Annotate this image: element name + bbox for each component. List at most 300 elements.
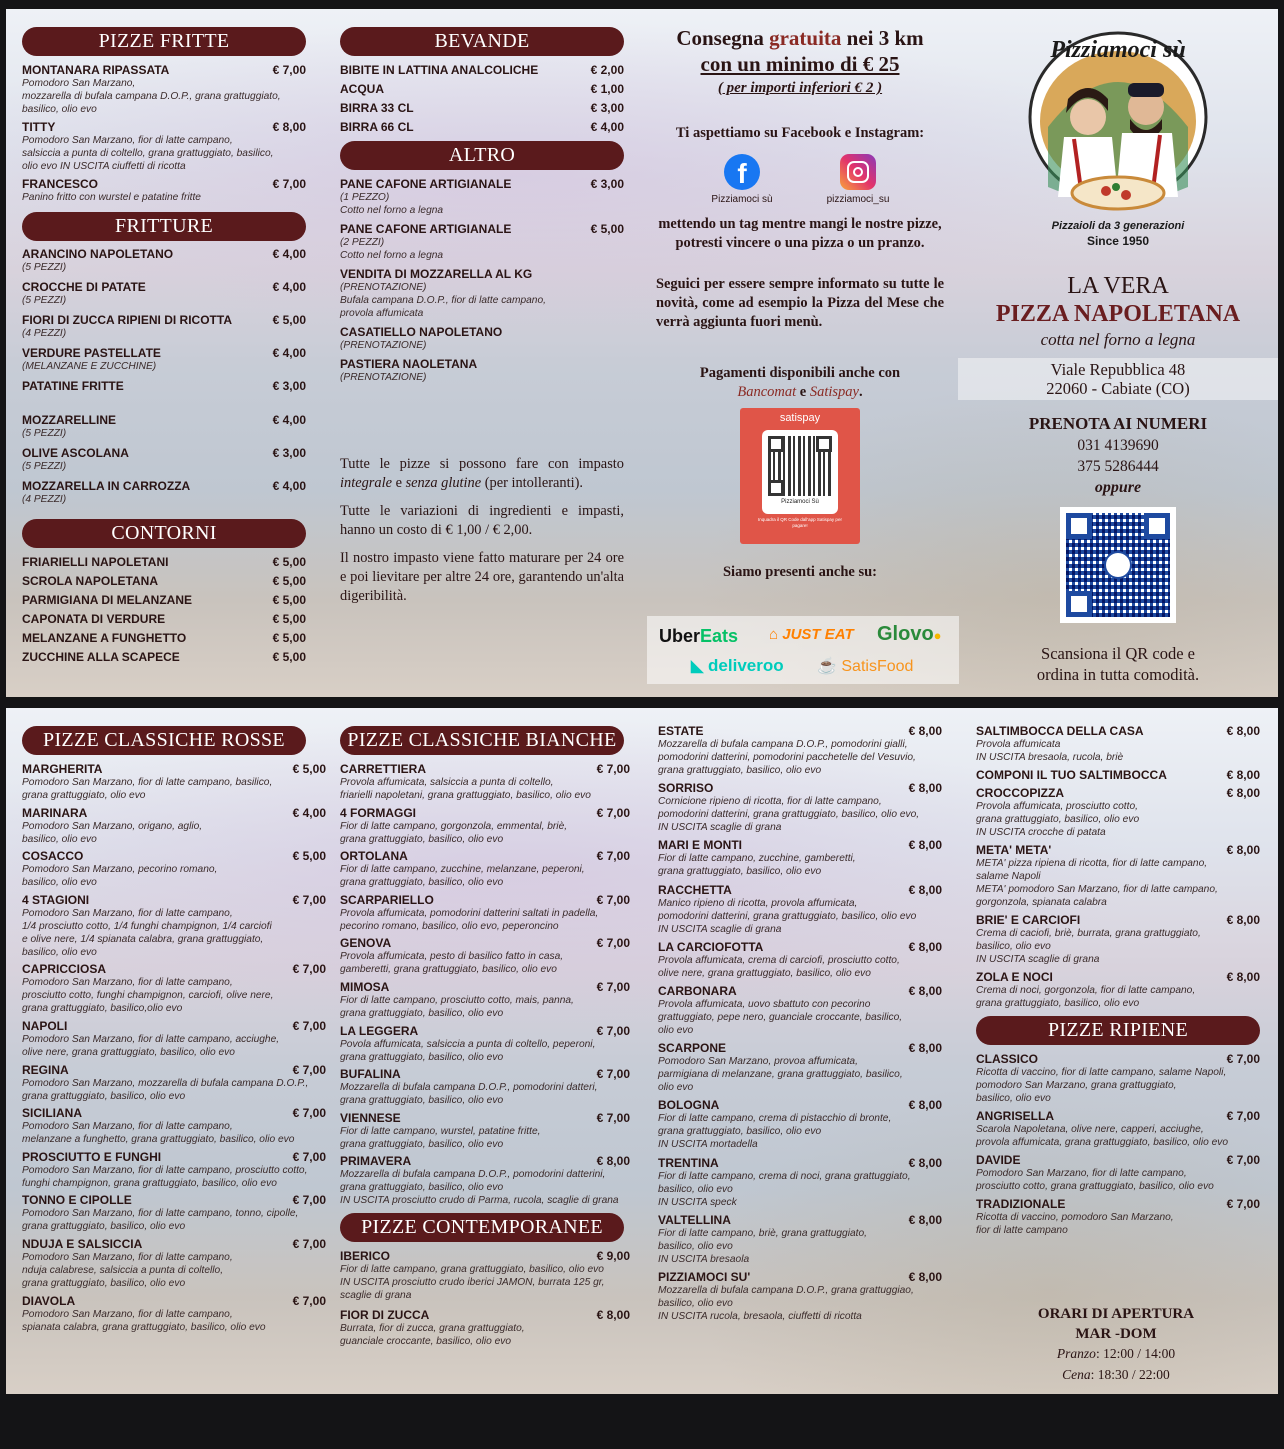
menu-item <box>658 1270 942 1323</box>
menu-item-description: olive nere, grana grattuggiato, basilico, olio evo <box>658 967 871 979</box>
logo-subtitle: Pizzaioli da 3 generazioni <box>1051 220 1185 232</box>
facebook-link[interactable] <box>702 154 782 205</box>
menu-item-description: (4 PEZZI) <box>22 328 67 339</box>
menu-item-name: SCROLA NAPOLETANA <box>22 574 158 588</box>
delivery-line-1 <box>656 25 944 51</box>
menu-item-description: Pomodoro San Marzano, mozzarella di bufala campana D.O.P., <box>22 1077 309 1089</box>
menu-item-name: VERDURE PASTELLATE <box>22 346 161 360</box>
menu-item-description: Fior di latte campano, wurstel, patatine fritte, <box>340 1125 541 1137</box>
menu-item-price: € 7,00 <box>292 1106 326 1121</box>
instagram-handle: pizziamoci_su <box>826 194 890 205</box>
menu-item-name: RACCHETTA <box>658 882 732 897</box>
satispay-instructions: Inquadra il QR Code dall'app Satispay per pagare! <box>758 517 842 528</box>
menu-item-description: Cornicione ripieno di ricotta, fior di latte campano, <box>658 796 882 808</box>
instagram-icon <box>840 154 876 190</box>
menu-item-description: basilico, olio evo <box>976 941 1051 952</box>
menu-item-price: € 7,00 <box>292 1062 326 1077</box>
menu-item-price: € 5,00 <box>292 762 326 776</box>
menu-item <box>340 1154 630 1207</box>
menu-item <box>22 1019 326 1059</box>
menu-item-name: CROCCOPIZZA <box>976 786 1064 800</box>
glovo-logo[interactable]: Glovo● <box>877 623 942 645</box>
menu-item-description: Provola affumicata, prosciutto cotto, <box>976 801 1138 812</box>
menu-item-description: guanciale croccante, basilico, olio evo <box>340 1336 512 1348</box>
menu-item-description: Crema di noci, gorgonzola, fior di latte campano, <box>976 985 1196 996</box>
saltimbocca-list <box>976 724 1260 1010</box>
menu-item-description: friarielli napoletani, grana grattuggiato, basilico, olio evo <box>340 790 591 801</box>
menu-item-description: gamberetti, grana grattuggiato, basilico, olio evo <box>340 964 557 976</box>
menu-item-description: Povola affumicata, salsiccia a punta di coltello, peperoni, <box>340 1038 596 1050</box>
menu-item <box>340 1111 630 1151</box>
menu-item-name: CROCCHE DI PATATE <box>22 280 146 294</box>
menu-item-description: olive nere, grana grattuggiato, basilico, olio evo <box>22 1046 235 1058</box>
menu-item-description: olio evo IN USCITA ciuffetti di ricotta <box>22 161 186 172</box>
menu-item-price: € 4,00 <box>272 247 306 261</box>
menu-item-description: Mozzarella di bufala campana D.O.P., grana grattuggiao, <box>658 1284 914 1296</box>
hours-title: ORARI DI APERTURA <box>1037 1306 1195 1322</box>
menu-item-name: ARANCINO NAPOLETANO <box>22 247 174 261</box>
phone-1[interactable]: 031 4139690 <box>1077 437 1159 454</box>
menu-item <box>22 1294 326 1334</box>
menu-item-name: LA CARCIOFOTTA <box>658 939 764 954</box>
logo-title: Pizziamoci sù <box>1050 37 1186 63</box>
delivery-platforms <box>647 616 959 684</box>
section-header-altro: ALTRO <box>340 141 624 170</box>
ripiene-list <box>976 1052 1260 1237</box>
menu-item-price: € 8,00 <box>908 882 942 897</box>
deliveroo-logo[interactable]: ◣ deliveroo <box>691 656 784 675</box>
menu-item <box>340 325 624 352</box>
address-city: 22060 - Cabiate (CO) <box>1046 379 1190 398</box>
menu-item-description: basilico, olio evo <box>976 1093 1051 1104</box>
menu-item <box>22 962 326 1015</box>
menu-item-name: IBERICO <box>340 1249 391 1264</box>
menu-item <box>976 768 1260 782</box>
menu-item-name: VALTELLINA <box>658 1212 731 1227</box>
menu-item-description: Pomodoro San Marzano, fior di latte campano, basilico, <box>22 777 273 788</box>
menu-item-price: € 5,00 <box>272 313 306 327</box>
menu-item-description: Pomodoro San Marzano, <box>22 78 136 89</box>
menu-item-price: € 5,00 <box>272 612 306 626</box>
menu-item-description: Provola affumicata, crema di carciofi, prosciutto cotto, <box>658 954 900 966</box>
dinner-label: Cena <box>1062 1367 1091 1382</box>
menu-item-description: provola affumicata, grana grattuggiato, basilico, olio evo <box>976 1137 1229 1148</box>
menu-item-name: ACQUA <box>340 82 384 96</box>
menu-item-name: CAPRICCIOSA <box>22 962 107 977</box>
menu-item-price: € 7,00 <box>596 805 630 820</box>
menu-item-name: MIMOSA <box>340 979 390 994</box>
menu-item-name: VIENNESE <box>340 1110 401 1125</box>
delivery-free: gratuita <box>769 26 842 50</box>
menu-item-description: Provola affumicata, uovo sbattuto con pecorino <box>658 998 871 1010</box>
menu-item-price: € 7,00 <box>596 979 630 994</box>
menu-item-description: grana grattuggiato, basilico, olio evo <box>976 998 1140 1009</box>
menu-item-price: € 7,00 <box>596 1023 630 1038</box>
menu-item-description: Ricotta di vaccino, pomodoro San Marzano, <box>976 1212 1174 1223</box>
satisfood-logo[interactable]: ☕ SatisFood <box>817 658 914 675</box>
address-box <box>958 358 1278 400</box>
menu-item-name: DIAVOLA <box>22 1293 76 1308</box>
present-on-label: Siamo presenti anche su: <box>722 564 877 580</box>
section-header-fritture: FRITTURE <box>22 212 306 241</box>
menu-item-description: spianata calabra, grana grattuggiato, basilico, olio evo <box>22 1321 266 1333</box>
menu-item-name: CARBONARA <box>658 983 737 998</box>
menu-item-name: PIZZIAMOCI SU' <box>658 1269 751 1284</box>
menu-item-description: (5 PEZZI) <box>22 461 67 472</box>
menu-item-price: € 8,00 <box>1226 970 1260 984</box>
menu-item-description: 1/4 prosciutto cotto, 1/4 funghi champignon, 1/4 carciofi <box>22 920 272 932</box>
menu-item-description: (1 PEZZO) <box>340 192 390 203</box>
menu-item-description: grana grattuggiato, basilico, olio evo <box>340 833 504 845</box>
menu-item <box>340 1308 630 1348</box>
menu-item <box>340 1067 630 1107</box>
menu-item-description: prosciutto cotto, grana grattuggiato, basilico, olio evo <box>976 1181 1214 1192</box>
menu-item-description: IN USCITA scaglie di grana <box>658 923 782 935</box>
menu-item-description: grana grattuggiato, basilico, olio evo <box>22 1221 186 1233</box>
menu-item-name: PATATINE FRITTE <box>22 379 124 393</box>
menu-item-price: € 5,00 <box>272 593 306 607</box>
phone-2[interactable]: 375 5286444 <box>1077 458 1159 475</box>
menu-item-name: CLASSICO <box>976 1052 1039 1066</box>
tag-text: mettendo un tag mentre mangi le nostre pizze, potresti vincere o una pizza o un pranzo. <box>658 216 942 251</box>
menu-item-description: grana grattuggiato, basilico, olio evo <box>976 814 1140 825</box>
menu-item <box>976 913 1260 966</box>
menu-item-description: basilico, olio evo <box>22 946 97 958</box>
ubereats-logo[interactable]: UberEats <box>659 626 739 646</box>
menu-item-description: Manico ripieno di ricotta, provola affumicata, <box>658 897 858 909</box>
menu-item-price: € 5,00 <box>272 574 306 588</box>
menu-item <box>22 1106 326 1146</box>
lunch-time: : 12:00 / 14:00 <box>1095 1346 1176 1361</box>
menu-item-description: (4 PEZZI) <box>22 494 67 505</box>
menu-item <box>340 101 624 115</box>
menu-item-name: MOZZARELLINE <box>22 413 116 427</box>
menu-inner-panel <box>6 708 1278 1394</box>
menu-item-price: € 7,00 <box>596 1110 630 1125</box>
menu-item <box>22 1193 326 1233</box>
payment-and: e <box>796 384 810 400</box>
or-label: oppure <box>1094 479 1142 496</box>
qr-pattern <box>1066 513 1170 617</box>
fritture-list <box>22 247 306 506</box>
menu-item-price: € 8,00 <box>1226 786 1260 800</box>
section-header-bianche: PIZZE CLASSICHE BIANCHE <box>340 726 624 755</box>
menu-item-price: € 8,00 <box>1226 724 1260 738</box>
social-title: Ti aspettiamo su Facebook e Instagram: <box>675 125 925 141</box>
menu-item-name: BIRRA 66 CL <box>340 120 414 134</box>
menu-item-name: SORRISO <box>658 781 714 796</box>
satispay-logo: satispay <box>779 412 821 424</box>
note-variazioni: Tutte le variazioni di ingredienti e impasti, hanno un costo di € 1,00 / € 2,00. <box>340 503 624 538</box>
menu-item-price: € 8,00 <box>1226 843 1260 857</box>
menu-item-description: provola affumicata <box>340 308 424 319</box>
menu-item-description: Pomodoro San Marzano, fior di latte campano, tonno, cipolle, <box>22 1208 299 1220</box>
menu-item <box>976 724 1260 764</box>
column-bianche <box>340 726 640 1348</box>
menu-item-name: COSACCO <box>22 849 84 864</box>
menu-item-description: Pomodoro San Marzano, fior di latte campano, <box>22 1121 233 1133</box>
menu-item-price: € 7,00 <box>1226 1197 1260 1211</box>
menu-item-name: ANGRISELLA <box>976 1109 1054 1123</box>
menu-item-price: € 8,00 <box>908 939 942 954</box>
menu-item-description: prosciutto cotto, funghi champignon, carciofi, olive nere, <box>22 990 274 1002</box>
menu-item-description: Fior di latte campano, gorgonzola, emmental, briè, <box>340 820 568 832</box>
menu-item-description: Cotto nel forno a legna <box>340 250 444 261</box>
menu-item-description: (PRENOTAZIONE) <box>340 340 427 351</box>
menu-item-name: LA LEGGERA <box>340 1023 419 1038</box>
heading-pizza-napoletana: PIZZA NAPOLETANA <box>995 301 1241 327</box>
menu-item-price: € 3,00 <box>272 379 306 393</box>
menu-item-description: grana grattuggiato, basilico, olio evo <box>340 1051 504 1063</box>
menu-item-description: basilico, olio evo <box>658 1240 733 1252</box>
menu-item <box>976 1197 1260 1237</box>
menu-item-name: 4 STAGIONI <box>22 892 90 907</box>
menu-item <box>22 446 306 473</box>
menu-item-description: Mozzarella di bufala campana D.O.P., pomodorini datteri, <box>340 1082 598 1094</box>
menu-item-description: IN USCITA crocche di patata <box>976 827 1106 838</box>
instagram-link[interactable] <box>818 154 898 205</box>
menu-item-name: FRIARIELLI NAPOLETANI <box>22 555 169 569</box>
satispay-card[interactable] <box>740 408 860 544</box>
menu-item <box>658 1156 942 1209</box>
menu-item-price: € 7,00 <box>292 1293 326 1308</box>
menu-item-description: Fior di latte campano, grana grattuggiato, basilico, olio evo <box>340 1264 604 1276</box>
menu-item-price: € 7,00 <box>1226 1109 1260 1123</box>
menu-item-description: grana grattuggiato, basilico, olio evo <box>340 1182 504 1194</box>
column-info <box>656 25 944 581</box>
menu-item-description: Pomodoro San Marzano, fior di latte campano, <box>22 907 233 919</box>
menu-item-description: pomodorini datterini, pomodorini pacchetelle del Vesuvio, <box>658 752 916 763</box>
menu-item-name: SALTIMBOCCA DELLA CASA <box>976 724 1144 738</box>
menu-item <box>658 984 942 1037</box>
column-brand <box>958 17 1278 685</box>
menu-item-price: € 8,00 <box>596 1154 630 1169</box>
menu-item <box>22 612 306 626</box>
menu-item-name: MOZZARELLA IN CARROZZA <box>22 479 191 493</box>
section-header-bevande: BEVANDE <box>340 27 624 56</box>
menu-item-name: ESTATE <box>658 724 704 738</box>
notes-block <box>340 455 624 606</box>
menu-item-description: Pomodoro San Marzano, origano, aglio, <box>22 820 203 832</box>
menu-item-description: META' pomodoro San Marzano, fior di latte campano, <box>976 884 1218 895</box>
menu-item-description: grana grattuggiato, basilico, olio evo <box>658 765 822 776</box>
menu-item-description: Burrata, fior di zucca, grana grattuggiato, <box>340 1323 525 1335</box>
menu-item-name: CARRETTIERA <box>340 762 426 776</box>
payment-dot: . <box>859 384 863 400</box>
menu-item-name: BOLOGNA <box>658 1098 720 1113</box>
heading-forno-legna: cotta nel forno a legna <box>1040 330 1196 349</box>
menu-item-name: BIBITE IN LATTINA ANALCOLICHE <box>340 63 539 77</box>
menu-item-description: fior di latte campano <box>976 1225 1068 1236</box>
menu-item <box>22 593 306 607</box>
menu-item-description: pomodorini datterini, grana grattuggiato, basilico, olio evo <box>658 910 917 922</box>
menu-item-price: € 9,00 <box>596 1249 630 1264</box>
menu-item-description: basilico, olio evo <box>22 877 97 889</box>
menu-item-description: Mozzarella di bufala campana D.O.P., pomodorini gialli, <box>658 739 908 750</box>
payment-bancomat: Bancomat <box>737 384 797 400</box>
menu-item-description: mozzarella di bufala campana D.O.P., grana grattuggiato, <box>22 91 281 102</box>
menu-item-description: (5 PEZZI) <box>22 295 67 306</box>
menu-item-name: DAVIDE <box>976 1153 1021 1167</box>
menu-item-description: (5 PEZZI) <box>22 262 67 273</box>
menu-item-description: basilico, olio evo <box>22 833 97 845</box>
menu-item-description: (PRENOTAZIONE) <box>340 282 427 293</box>
order-qr-code[interactable] <box>1060 507 1176 623</box>
menu-item-price: € 7,00 <box>292 1018 326 1033</box>
pizzeria-logo <box>1008 17 1228 257</box>
menu-item-description: Pomodoro San Marzano, fior di latte campano, acciughe, <box>22 1033 280 1045</box>
menu-item-name: SICILIANA <box>22 1106 82 1121</box>
menu-item-price: € 8,00 <box>596 1308 630 1323</box>
menu-item-description: e olive nere, 1/4 spianata calabra, grana grattuggiato, <box>22 933 264 945</box>
menu-item-description: basilico, olio evo <box>658 1183 733 1195</box>
menu-item-description: grana grattuggiato, basilico, olio evo <box>658 1126 822 1138</box>
menu-item-description: olio evo <box>658 1082 694 1094</box>
menu-item <box>976 843 1260 909</box>
menu-item-description: grana grattuggiato, basilico, olio evo <box>340 1007 504 1019</box>
menu-item-name: ZOLA E NOCI <box>976 970 1053 984</box>
menu-item-description: META' pizza ripiena di ricotta, fior di latte campano, <box>976 858 1208 869</box>
note-intolleranti: (per intolleranti). <box>481 475 584 491</box>
menu-item <box>658 1041 942 1094</box>
menu-item-name: ORTOLANA <box>340 849 408 864</box>
menu-item-price: € 5,00 <box>272 555 306 569</box>
menu-item-price: € 7,00 <box>272 177 306 191</box>
menu-item-description: grana grattuggiato, basilico, olio evo <box>22 1090 186 1102</box>
menu-item <box>22 1237 326 1290</box>
menu-item <box>658 883 942 936</box>
note-maturazione: Il nostro impasto viene fatto maturare per 24 ore e poi lievitare per altre 24 ore, garantendo un'alta digeribilità. <box>340 550 624 604</box>
contemporanee-list <box>340 1249 640 1348</box>
menu-item <box>340 1249 630 1302</box>
menu-item <box>22 555 306 569</box>
menu-item-price: € 7,00 <box>292 892 326 907</box>
menu-item-name: FIORI DI ZUCCA RIPIENI DI RICOTTA <box>22 313 232 327</box>
menu-item-description: pomodorini datterini, grana grattuggiato, basilico, olio evo, <box>658 809 920 821</box>
menu-item-description: basilico, olio evo <box>658 1297 733 1309</box>
menu-item <box>976 970 1260 1010</box>
menu-item-price: € 8,00 <box>908 1098 942 1113</box>
menu-item-description: grana grattuggiato, basilico, olio evo <box>340 1095 504 1107</box>
menu-item-name: 4 FORMAGGI <box>340 805 417 820</box>
menu-item-description: IN USCITA mortadella <box>658 1139 758 1151</box>
lunch-label: Pranzo <box>1056 1346 1096 1361</box>
section-header-contemporanee: PIZZE CONTEMPORANEE <box>340 1213 624 1242</box>
menu-item-description: (PRENOTAZIONE) <box>340 372 427 383</box>
bevande-list <box>340 63 624 134</box>
menu-item-name: PROSCIUTTO E FUNGHI <box>22 1149 162 1164</box>
menu-item-description: Provola affumicata, pesto di basilico fatto in casa, <box>340 951 564 963</box>
menu-item <box>658 724 942 777</box>
menu-item-price: € 8,00 <box>1226 913 1260 927</box>
menu-item-description: IN USCITA scaglie di grana <box>658 822 782 834</box>
delivery-text: Consegna <box>676 26 770 50</box>
section-header-contorni: CONTORNI <box>22 519 306 548</box>
menu-item <box>22 893 326 959</box>
menu-item-price: € 3,00 <box>272 446 306 460</box>
column-speciali <box>658 724 942 1323</box>
column-saltimbocca <box>976 724 1260 1237</box>
opening-hours <box>996 1304 1236 1386</box>
menu-outer-panel <box>6 9 1278 697</box>
menu-item <box>22 63 306 116</box>
menu-item-price: € 7,00 <box>596 892 630 907</box>
menu-item-name: FIOR DI ZUCCA <box>340 1308 430 1323</box>
menu-item <box>22 346 306 373</box>
menu-item-description: parmigiana di melanzane, grana grattuggiato, basilico, <box>658 1069 903 1081</box>
menu-item-name: MARINARA <box>22 805 88 820</box>
satispay-qr-card <box>762 430 838 514</box>
menu-item-description: Fior di latte campano, zucchine, melanzane, peperoni, <box>340 864 585 876</box>
menu-item-name: OLIVE ASCOLANA <box>22 446 129 460</box>
contorni-list <box>22 555 306 664</box>
menu-item-description: grana grattuggiato, olio evo <box>22 790 146 801</box>
menu-item-name: PARMIGIANA DI MELANZANE <box>22 593 192 607</box>
menu-item <box>340 63 624 77</box>
menu-item-name: BRIE' E CARCIOFI <box>976 913 1081 927</box>
menu-item-description: Provola affumicata, salsiccia a punta di coltello, <box>340 777 554 788</box>
menu-item-description: basilico, olio evo <box>22 104 97 115</box>
menu-item-name: CAPONATA DI VERDURE <box>22 612 166 626</box>
menu-item-price: € 7,00 <box>292 1193 326 1208</box>
menu-item <box>22 1150 326 1190</box>
menu-item-description: Pomodoro San Marzano, fior di latte campano, prosciutto cotto, <box>22 1164 308 1176</box>
menu-item-name: TRENTINA <box>658 1155 719 1170</box>
note-integrale: integrale <box>340 475 392 491</box>
menu-item-description: (MELANZANE E ZUCCHINE) <box>22 361 157 372</box>
satispay-qr-code <box>768 436 832 496</box>
menu-item-description: Pomodoro San Marzano, fior di latte campano, <box>22 1308 233 1320</box>
section-header-ripiene: PIZZE RIPIENE <box>976 1016 1260 1045</box>
justeat-logo[interactable]: ⌂ JUST EAT <box>769 626 854 643</box>
menu-item-name: TITTY <box>22 120 56 134</box>
menu-item <box>340 806 630 846</box>
menu-item <box>658 940 942 980</box>
payment-satispay: Satispay <box>809 384 859 400</box>
menu-item-description: grana grattuggiato, basilico,olio evo <box>22 1003 183 1015</box>
menu-item-description: Fior di latte campano, briè, grana grattuggiato, <box>658 1227 867 1239</box>
heading-la-vera: LA VERA <box>1067 273 1169 299</box>
menu-item-name: TONNO E CIPOLLE <box>22 1193 132 1208</box>
menu-item <box>22 177 306 204</box>
menu-item-name: PASTIERA NAOLETANA <box>340 357 478 371</box>
menu-item-price: € 7,00 <box>596 1067 630 1082</box>
menu-item <box>22 479 306 506</box>
menu-item-description: nduja calabrese, salsiccia a punta di coltello, <box>22 1264 224 1276</box>
menu-item-price: € 8,00 <box>908 724 942 738</box>
menu-item <box>340 222 624 262</box>
menu-item <box>340 893 630 933</box>
menu-item <box>976 1109 1260 1149</box>
menu-item-description: grana grattuggiato, basilico, olio evo <box>658 866 822 878</box>
menu-item <box>340 980 630 1020</box>
menu-item <box>340 177 624 217</box>
menu-item-price: € 7,00 <box>292 962 326 977</box>
section-header-rosse: PIZZE CLASSICHE ROSSE <box>22 726 306 755</box>
menu-item-name: BIRRA 33 CL <box>340 101 414 115</box>
menu-item-description: IN USCITA prosciutto crudo iberici JAMON, burrata 125 gr, <box>340 1277 605 1289</box>
menu-item-name: MELANZANE A FUNGHETTO <box>22 631 187 645</box>
menu-item-price: € 7,00 <box>596 762 630 776</box>
hours-days: MAR -DOM <box>1075 1326 1157 1342</box>
section-header-pizze-fritte: PIZZE FRITTE <box>22 27 306 56</box>
menu-item-description: Pomodoro San Marzano, provoa affumicata, <box>658 1056 858 1068</box>
menu-item <box>22 650 306 664</box>
menu-item-price: € 8,00 <box>908 838 942 853</box>
menu-item-description: salsiccia a punta di coltello, grana grattuggiato, basilico, <box>22 148 274 159</box>
hours-lunch <box>996 1344 1236 1364</box>
menu-item <box>658 838 942 878</box>
